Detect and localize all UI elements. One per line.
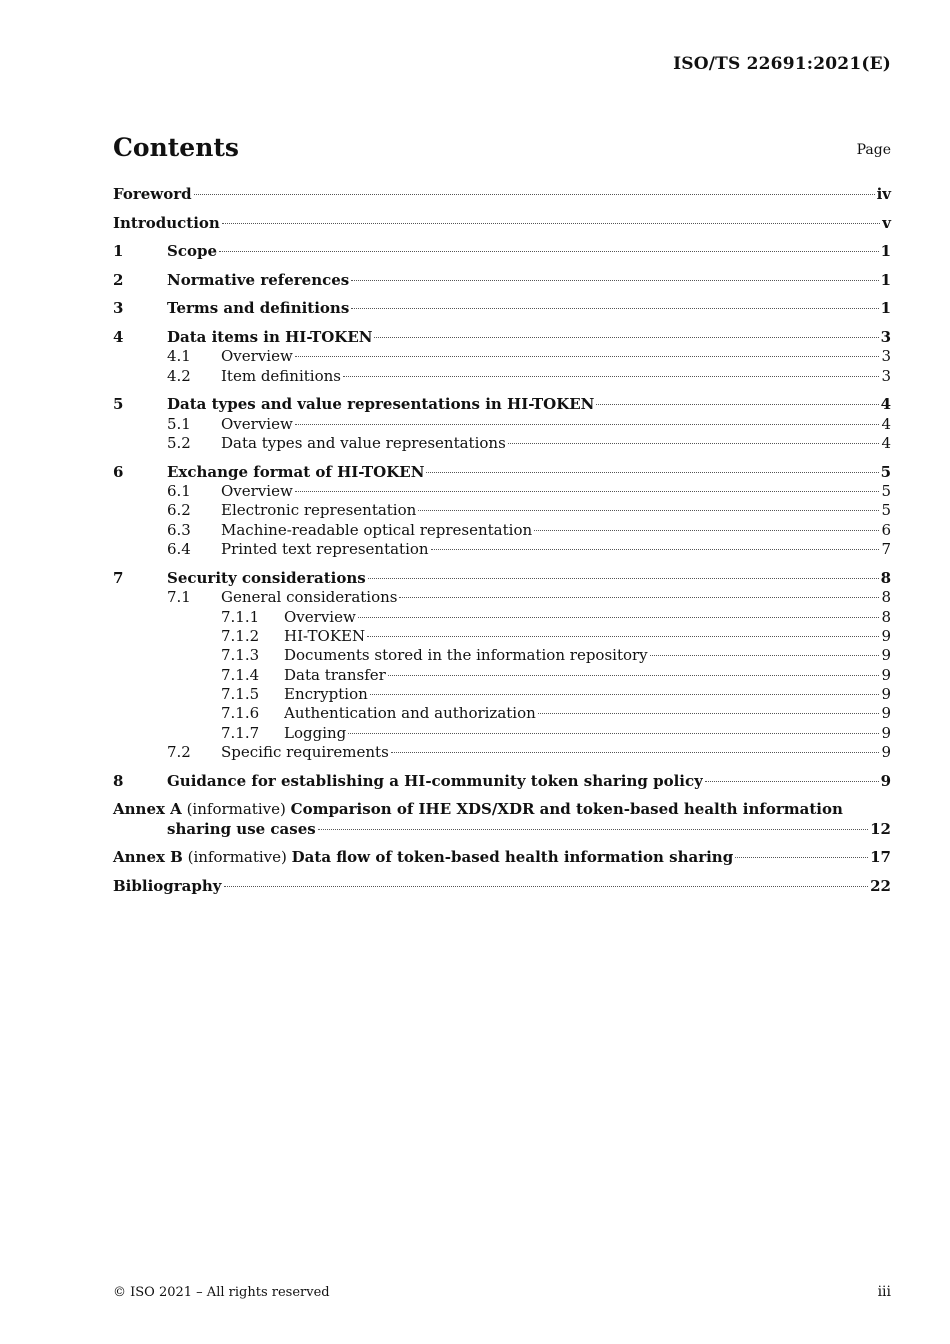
toc-entry-number: 3 <box>113 299 124 318</box>
toc-entry-page: 1 <box>880 299 891 318</box>
annex-a-type: (informative) <box>186 800 286 819</box>
toc-entry-title: Overview <box>284 607 356 626</box>
toc-entry[interactable] <box>113 569 891 588</box>
toc-entry-page: 9 <box>880 771 891 790</box>
leader-dots <box>295 356 880 357</box>
toc-entry-number: 6 <box>113 462 124 481</box>
toc-entry-title: Data types and value representations <box>221 434 506 453</box>
table-of-contents <box>113 185 891 896</box>
leader-dots <box>318 829 868 830</box>
toc-entry[interactable] <box>113 415 891 434</box>
toc-entry-title: Machine-readable optical representation <box>221 520 533 539</box>
annex-a-page: 12 <box>870 819 891 838</box>
toc-entry-page: 9 <box>881 685 891 704</box>
leader-dots <box>534 530 879 531</box>
toc-entry-number: 6.1 <box>167 482 191 500</box>
toc-entry[interactable] <box>113 724 891 743</box>
toc-entry-title: Normative references <box>167 270 350 289</box>
toc-entry-page: 3 <box>881 366 891 385</box>
toc-entry[interactable] <box>113 185 891 204</box>
leader-dots <box>351 280 878 281</box>
leader-dots <box>367 636 879 637</box>
footer-page-number: iii <box>877 1284 891 1300</box>
leader-dots <box>388 675 880 676</box>
toc-entry-number: 4.1 <box>167 347 191 366</box>
leader-dots <box>295 424 880 425</box>
toc-entry-title: Guidance for establishing a HI-community token sharing policy <box>167 771 703 790</box>
toc-entry-page: v <box>882 213 891 232</box>
toc-entry-page: 9 <box>881 723 891 742</box>
toc-entry[interactable] <box>113 395 891 414</box>
toc-annex-a-continuation[interactable] <box>113 820 891 839</box>
toc-entry-title: Encryption <box>284 685 368 704</box>
toc-entry-page: 7 <box>881 540 891 559</box>
toc-entry-page: 4 <box>880 395 891 414</box>
leader-dots <box>650 655 880 656</box>
toc-entry[interactable] <box>113 743 891 762</box>
leader-dots <box>508 443 880 444</box>
toc-entry-page: 1 <box>880 242 891 261</box>
toc-entry-page: 9 <box>881 743 891 762</box>
toc-entry[interactable] <box>113 501 891 520</box>
toc-entry-title: Electronic representation <box>221 501 417 520</box>
leader-dots <box>370 694 880 695</box>
toc-entry[interactable] <box>113 627 891 646</box>
toc-entry-title: Item definitions <box>221 366 341 385</box>
toc-annex-a[interactable] <box>113 800 891 819</box>
toc-entry-page: 9 <box>881 646 891 665</box>
annex-b-label: Annex B <box>113 848 183 867</box>
toc-bibliography[interactable] <box>113 877 891 896</box>
toc-entry[interactable] <box>113 540 891 559</box>
toc-entry-page: 4 <box>881 434 891 453</box>
toc-entry-page: 5 <box>880 462 891 481</box>
doc-id: ISO/TS 22691:2021(E) <box>673 54 891 74</box>
toc-entry-title: Scope <box>167 242 218 261</box>
annex-b-type: (informative) <box>187 848 287 867</box>
toc-entry[interactable] <box>113 646 891 665</box>
annex-b-title: Data flow of token-based health information sharing <box>291 848 734 867</box>
toc-entry-number: 2 <box>113 270 124 289</box>
annex-a-title-line1: Comparison of IHE XDS/XDR and token-based health information <box>290 800 843 819</box>
leader-dots <box>368 578 879 579</box>
leader-dots <box>374 337 878 338</box>
toc-entry-number: 7.1.2 <box>221 626 260 645</box>
toc-entry-number: 1 <box>113 242 124 261</box>
leader-dots <box>224 886 869 887</box>
toc-entry-title: Introduction <box>113 213 220 232</box>
footer-copyright: © ISO 2021 – All rights reserved <box>113 1285 330 1300</box>
toc-entry-title: Printed text representation <box>221 540 429 559</box>
toc-entry[interactable] <box>113 367 891 386</box>
toc-entry-title: Foreword <box>113 185 192 203</box>
leader-dots <box>735 857 868 858</box>
toc-entry[interactable] <box>113 521 891 540</box>
toc-entry-page: 1 <box>880 270 891 289</box>
leader-dots <box>431 549 880 550</box>
toc-entry[interactable] <box>113 482 891 501</box>
leader-dots <box>538 713 880 714</box>
toc-entry[interactable] <box>113 347 891 366</box>
annex-a-title-line2: sharing use cases <box>167 819 316 838</box>
leader-dots <box>295 491 880 492</box>
leader-dots <box>351 308 878 309</box>
toc-entry-page: 6 <box>881 520 891 539</box>
leader-dots <box>391 752 880 753</box>
leader-dots <box>222 223 880 224</box>
toc-entry-number: 5.1 <box>167 414 191 433</box>
toc-entry-number: 8 <box>113 771 124 790</box>
toc-entry-title: Data transfer <box>284 665 386 684</box>
toc-entry[interactable] <box>113 666 891 685</box>
toc-entry[interactable] <box>113 704 891 723</box>
bibliography-title: Bibliography <box>113 876 222 895</box>
toc-entry[interactable] <box>113 588 891 607</box>
toc-entry-number: 4.2 <box>167 366 191 385</box>
toc-entry[interactable] <box>113 434 891 453</box>
toc-entry-title: Exchange format of HI-TOKEN <box>167 462 425 481</box>
bibliography-page: 22 <box>870 876 891 895</box>
toc-entry-title: Documents stored in the information repository <box>284 646 648 665</box>
leader-dots <box>596 404 878 405</box>
toc-entry-number: 7.1.1 <box>221 607 260 626</box>
leader-dots <box>348 733 879 734</box>
toc-entry-number: 7.2 <box>167 743 191 762</box>
toc-entry-page: 8 <box>880 568 891 587</box>
toc-entry-title: Specific requirements <box>221 743 389 762</box>
toc-entry-page: 8 <box>881 588 891 607</box>
toc-entry-page: 8 <box>881 607 891 626</box>
toc-entry-page: 3 <box>880 327 891 346</box>
toc-entry-title: HI-TOKEN <box>284 626 366 645</box>
toc-entry-title: Data items in HI-TOKEN <box>167 327 373 346</box>
toc-entry-number: 5.2 <box>167 434 191 453</box>
toc-entry[interactable] <box>113 271 891 290</box>
leader-dots <box>358 617 880 618</box>
toc-entry[interactable] <box>113 214 891 233</box>
leader-dots <box>399 597 879 598</box>
toc-entry-number: 7.1.6 <box>221 704 260 723</box>
toc-entry[interactable] <box>113 299 891 318</box>
page-column-label: Page <box>856 142 891 158</box>
toc-entry-page: iv <box>876 185 891 203</box>
leader-dots <box>343 376 879 377</box>
toc-entry-title: Terms and definitions <box>167 299 350 318</box>
toc-entry-title: Authentication and authorization <box>284 704 536 723</box>
toc-entry-title: Overview <box>221 482 293 500</box>
toc-annex-b[interactable] <box>113 848 891 867</box>
toc-entry-number: 5 <box>113 395 124 414</box>
toc-entry-number: 6.4 <box>167 540 191 559</box>
toc-entry-page: 5 <box>881 482 891 500</box>
toc-entry-title: Data types and value representations in HI-TOKEN <box>167 395 595 414</box>
toc-entry[interactable] <box>113 328 891 347</box>
toc-entry-number: 4 <box>113 327 124 346</box>
toc-entry-title: Overview <box>221 414 293 433</box>
toc-entry-page: 9 <box>881 665 891 684</box>
toc-entry-title: Overview <box>221 347 293 366</box>
leader-dots <box>219 251 879 252</box>
toc-entry-page: 5 <box>881 501 891 520</box>
contents-title: Contents <box>113 133 240 162</box>
toc-entry-number: 6.3 <box>167 520 191 539</box>
toc-entry-number: 7.1.4 <box>221 665 260 684</box>
annex-a-label: Annex A <box>113 800 182 819</box>
toc-entry-number: 7 <box>113 568 124 587</box>
toc-entry-title: General considerations <box>221 588 398 607</box>
toc-entry-number: 7.1 <box>167 588 191 607</box>
toc-entry-page: 9 <box>881 704 891 723</box>
toc-entry-title: Logging <box>284 723 347 742</box>
toc-entry-number: 7.1.7 <box>221 723 260 742</box>
leader-dots <box>418 510 879 511</box>
toc-entry[interactable] <box>113 772 891 791</box>
toc-entry[interactable] <box>113 242 891 261</box>
toc-entry-page: 4 <box>881 414 891 433</box>
toc-entry-page: 3 <box>881 347 891 366</box>
leader-dots <box>426 472 878 473</box>
leader-dots <box>194 194 875 195</box>
toc-entry-number: 6.2 <box>167 501 191 520</box>
toc-entry[interactable] <box>113 608 891 627</box>
toc-entry[interactable] <box>113 463 891 482</box>
toc-entry-number: 7.1.3 <box>221 646 260 665</box>
toc-entry[interactable] <box>113 685 891 704</box>
annex-b-page: 17 <box>870 848 891 867</box>
leader-dots <box>705 781 879 782</box>
toc-entry-title: Security considerations <box>167 568 366 587</box>
toc-entry-number: 7.1.5 <box>221 685 260 704</box>
toc-entry-page: 9 <box>881 626 891 645</box>
